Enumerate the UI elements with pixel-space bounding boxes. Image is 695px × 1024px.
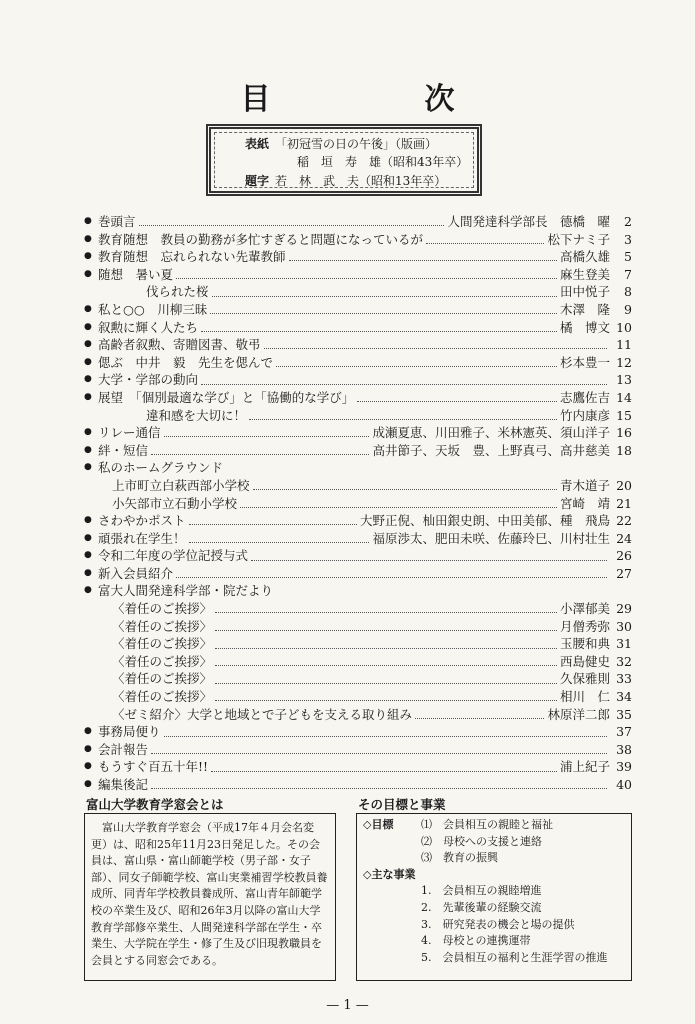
toc-leader-dots: [164, 728, 607, 737]
toc-leader-dots: [426, 235, 544, 244]
toc-leader-dots: [151, 446, 369, 455]
toc-entry-page: 8: [624, 284, 632, 300]
toc-entry-page: 39: [616, 759, 632, 775]
toc-entry: [84, 371, 632, 389]
toc-leader-dots: [201, 323, 557, 332]
toc-entry: [84, 670, 632, 688]
toc-entry-author: 高橋久雄: [559, 249, 610, 265]
goal-item: ⑶ 教育の振興: [421, 851, 498, 865]
toc-entry-page: 13: [616, 372, 632, 388]
toc-entry-title: ● 編集後記: [98, 777, 149, 792]
toc-entry-title: ● 令和二年度の学位記授与式: [98, 548, 249, 564]
toc-entry-page: 26: [616, 548, 632, 564]
toc-leader-dots: [210, 305, 557, 314]
toc-entry-page: 3: [624, 231, 632, 247]
toc-entry: [84, 600, 632, 618]
toc-entry-author: 成瀬夏恵、川田雅子、米林憲英、須山洋子: [372, 425, 610, 441]
toc-entry-page: 37: [616, 724, 632, 740]
toc-leader-dots: [276, 587, 607, 595]
toc-entry-page: 15: [616, 407, 632, 423]
toc-entry-title: ● 教育随想 忘れられない先輩教師: [98, 249, 286, 265]
toc-entry-title: 〈着任のご挨拶〉: [112, 671, 213, 687]
toc-leader-dots: [211, 763, 557, 772]
goals-label: ◇目標: [363, 818, 394, 831]
toc-entry-author: 田中悦子: [559, 284, 610, 300]
cover-artist: 稲 垣 寿 雄（昭和43年卒）: [297, 155, 469, 169]
cover-line-1: [245, 135, 437, 152]
business-list: [363, 883, 625, 966]
toc-entry-author: 西島健史: [559, 653, 610, 669]
toc-leader-dots: [226, 464, 607, 472]
toc-entry: [84, 618, 632, 636]
toc-entry-title: ● 偲ぶ 中井 毅 先生を偲んで: [98, 354, 274, 370]
business-item: 5. 会員相互の福利と生涯学習の推進: [421, 950, 608, 964]
association-heading: 富山大学教育学窓会とは: [86, 797, 224, 812]
goals-list: [421, 817, 553, 867]
toc-entry-page: 14: [616, 389, 632, 405]
toc-entry-title: 小矢部市立石動小学校: [112, 495, 238, 511]
toc-leader-dots: [164, 428, 370, 437]
toc-entry-title: ● もうすぐ百五十年!!: [98, 759, 209, 775]
toc-entry-title: 違和感を大切に！: [146, 407, 247, 423]
cover-label: 表紙: [245, 137, 270, 151]
toc-entry-title: 〈着任のご挨拶〉: [112, 601, 213, 617]
toc-entry-title: 上市町立白萩西部小学校: [112, 477, 250, 493]
toc-entry-page: 2: [624, 214, 632, 229]
toc-entry: [84, 283, 632, 301]
toc-entry-author: 杉本豊一: [559, 354, 610, 370]
page-number: — 1 —: [326, 998, 369, 1013]
toc-entry-author: 月僧秀弥: [559, 618, 610, 634]
association-body: 富山大学教育学窓会（平成17年４月会名変更）は、昭和25年11月23日発足した。その会員は、富山県・富山師範学校（男子部・女子部）、同女子師範学校、富山実業補習学校教員養成所、同青年学校教員養成所、富山青年師範学校の卒業生及び、昭和26年3月以降の富山大学教育学部修卒業生、人間発達科学部在学生・卒業生、大学院在学生・修了生及び旧現教職員を会員とする同窓会である。: [91, 821, 328, 967]
toc-entry: [84, 354, 632, 372]
goal-item: ⑴ 会員相互の親睦と福祉: [421, 818, 553, 831]
toc-entry-author: 宮崎 靖: [559, 495, 610, 511]
calligraphy-artist: 若 林 武 夫（昭和13年卒）: [275, 174, 447, 188]
toc-entry-author: 福原渉太、肥田未咲、佐藤玲巳、川村壮生: [372, 530, 610, 546]
toc-entry-page: 7: [624, 266, 632, 282]
toc-entry: [84, 248, 632, 266]
toc-entry-author: 高井節子、天坂 豊、上野真弓、高井慈美: [372, 442, 610, 458]
table-of-contents: [84, 213, 632, 794]
toc-entry: [84, 776, 632, 794]
toc-entry-title: ● 高齢者叙勲、寄贈図書、敬弔: [98, 337, 261, 353]
goal-item: ⑵ 母校への支援と連絡: [421, 834, 542, 848]
toc-leader-dots: [240, 499, 557, 508]
business-item: 2. 先輩後輩の経験交流: [421, 900, 542, 914]
toc-entry: [84, 512, 632, 530]
toc-entry-page: 29: [616, 601, 632, 617]
toc-entry-page: 40: [616, 777, 632, 792]
toc-entry-author: 青木道子: [559, 477, 610, 493]
toc-entry-title: 〈着任のご挨拶〉: [112, 689, 213, 705]
toc-entry: [84, 723, 632, 741]
toc-entry-author: 玉腰和典: [559, 636, 610, 652]
toc-entry-page: 31: [616, 636, 632, 652]
cover-title: 「初冠雪の日の午後」（版画）: [275, 137, 438, 151]
toc-entry: [84, 741, 632, 759]
toc-leader-dots: [215, 622, 557, 631]
toc-entry: [84, 407, 632, 425]
toc-leader-dots: [189, 516, 357, 525]
toc-entry-page: 20: [616, 477, 632, 493]
toc-leader-dots: [215, 675, 557, 684]
toc-leader-dots: [215, 640, 557, 649]
toc-entry-author: 人間発達科学部長 德橋 曜: [447, 214, 610, 229]
toc-entry-title: ● 随想 暑い夏: [98, 266, 174, 282]
goals-heading: その目標と事業: [358, 797, 446, 812]
calligraphy-label: 題字: [245, 174, 270, 188]
toc-leader-dots: [264, 340, 607, 349]
toc-leader-dots: [215, 692, 557, 701]
toc-entry: [84, 530, 632, 548]
toc-entry: [84, 459, 632, 477]
toc-entry-page: 18: [616, 442, 632, 458]
business-item: 1. 会員相互の親睦増進: [421, 884, 542, 898]
toc-entry-page: 34: [616, 689, 632, 705]
toc-entry-author: 志鷹佐吉: [559, 389, 610, 405]
toc-entry: [84, 477, 632, 495]
toc-leader-dots: [215, 657, 557, 666]
toc-entry-title: ● 私と○○ 川柳三昧: [98, 301, 208, 317]
toc-entry-title: ● 絆・短信: [98, 442, 149, 458]
toc-leader-dots: [139, 217, 445, 226]
toc-entry-author: 久保雅則: [559, 671, 610, 687]
toc-entry-author: 松下ナミ子: [547, 231, 610, 247]
toc-leader-dots: [176, 270, 557, 279]
toc-entry-author: 木澤 隆: [559, 301, 610, 317]
toc-entry: [84, 706, 632, 724]
toc-entry-title: ● さわやかポスト: [98, 513, 186, 529]
business-item: 3. 研究発表の機会と場の提供: [421, 917, 575, 931]
toc-entry-title: ● 教育随想 教員の勤務が多忙すぎると問題になっているが: [98, 231, 424, 247]
toc-entry: [84, 565, 632, 583]
toc-entry-author: 大野正倪、杣田銀史朗、中田美郁、種 飛鳥: [359, 513, 610, 529]
toc-entry: [84, 389, 632, 407]
toc-entry-author: 竹内康彦: [559, 407, 610, 423]
toc-entry-title: ● 頑張れ在学生！: [98, 530, 186, 546]
toc-entry-title: ● 大学・学部の動向: [98, 372, 199, 388]
toc-leader-dots: [151, 780, 607, 789]
toc-leader-dots: [276, 358, 557, 367]
toc-entry: [84, 213, 632, 231]
goals-row: [363, 817, 625, 867]
toc-entry: [84, 547, 632, 565]
toc-entry: [84, 266, 632, 284]
toc-entry: [84, 319, 632, 337]
toc-leader-dots: [176, 569, 607, 578]
toc-entry-title: 〈ゼミ紹介〉大学と地域とで子どもを支える取り組み: [112, 706, 413, 722]
business-item: 4. 母校との連携運帯: [421, 934, 531, 948]
toc-entry: [84, 301, 632, 319]
toc-entry-title: 〈着任のご挨拶〉: [112, 618, 213, 634]
toc-entry-title: ● 会計報告: [98, 741, 149, 757]
toc-entry-page: 35: [616, 706, 632, 722]
toc-entry-page: 21: [616, 495, 632, 511]
toc-entry: [84, 442, 632, 460]
toc-leader-dots: [253, 481, 557, 490]
toc-entry-title: ● 事務局便り: [98, 724, 161, 740]
toc-entry: [84, 582, 632, 600]
toc-entry: [84, 653, 632, 671]
toc-entry-page: 10: [616, 319, 632, 335]
toc-leader-dots: [249, 411, 557, 420]
toc-entry-author: 相川 仁: [559, 689, 610, 705]
toc-entry: [84, 495, 632, 513]
toc-entry-page: 38: [616, 741, 632, 757]
toc-leader-dots: [289, 252, 557, 261]
toc-entry-page: 27: [616, 565, 632, 581]
toc-entry-author: 林原洋二郎: [547, 706, 610, 722]
toc-entry-page: 30: [616, 618, 632, 634]
association-box: [84, 813, 336, 981]
goals-box: [356, 813, 632, 981]
toc-entry-page: 5: [624, 249, 632, 265]
toc-entry-page: 32: [616, 653, 632, 669]
toc-leader-dots: [201, 376, 607, 385]
toc-entry: [84, 758, 632, 776]
toc-entry-page: 22: [616, 513, 632, 529]
toc-entry-title: ● 巻頭言: [98, 214, 136, 229]
toc-entry-page: 16: [616, 425, 632, 441]
toc-leader-dots: [189, 534, 370, 543]
toc-entry: [84, 635, 632, 653]
toc-entry-page: 24: [616, 530, 632, 546]
toc-entry: [84, 231, 632, 249]
cover-line-3: [245, 172, 446, 189]
toc-entry-author: 小澤郁美: [559, 601, 610, 617]
toc-entry-page: 12: [616, 354, 632, 370]
toc-entry-page: 33: [616, 671, 632, 687]
toc-leader-dots: [215, 604, 557, 613]
toc-entry-title: 伐られた桜: [146, 284, 209, 300]
toc-entry: [84, 688, 632, 706]
toc-leader-dots: [357, 393, 557, 402]
toc-leader-dots: [251, 552, 607, 561]
business-label: ◇主な事業: [363, 867, 416, 881]
toc-entry-title: ● 新入会員紹介: [98, 565, 174, 581]
toc-entry: [84, 336, 632, 354]
toc-leader-dots: [151, 745, 607, 754]
cover-info-box: [206, 124, 482, 196]
cover-line-2: [297, 153, 468, 170]
toc-entry-title: 〈着任のご挨拶〉: [112, 636, 213, 652]
toc-entry-page: 11: [616, 337, 632, 353]
toc-entry-title: ● 富大人間発達科学部・院だより: [98, 583, 274, 599]
toc-entry-title: ● 叙勲に輝く人たち: [98, 319, 199, 335]
toc-entry: [84, 424, 632, 442]
toc-entry-title: ● 展望 「個別最適な学び」と「協働的な学び」: [98, 389, 355, 405]
toc-entry-title: ● 私のホームグラウンド: [98, 460, 224, 476]
toc-entry-page: 9: [624, 301, 632, 317]
toc-entry-author: 橘 博文: [559, 319, 610, 335]
toc-leader-dots: [415, 710, 544, 719]
page-title: 目 次: [240, 82, 517, 117]
toc-leader-dots: [212, 288, 557, 297]
toc-entry-title: 〈着任のご挨拶〉: [112, 653, 213, 669]
toc-entry-author: 麻生登美: [559, 266, 610, 282]
toc-entry-title: ● リレー通信: [98, 425, 161, 441]
toc-entry-author: 浦上紀子: [559, 759, 610, 775]
